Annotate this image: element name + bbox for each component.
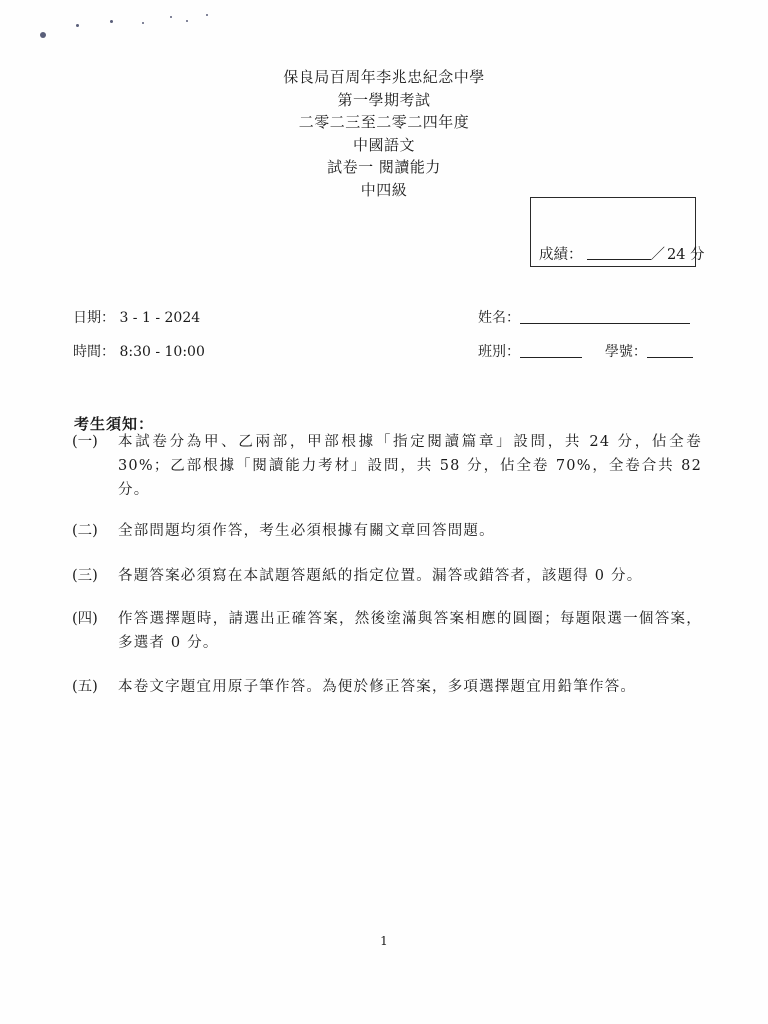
instruction-item bbox=[72, 564, 702, 588]
page-number: 1 bbox=[380, 934, 388, 948]
instruction-number: (四) bbox=[72, 611, 98, 627]
instruction-number: (三) bbox=[72, 568, 98, 584]
student-number-field[interactable] bbox=[647, 343, 693, 358]
instruction-text: 全部問題均須作答，考生必須根據有關文章回答問題。 bbox=[118, 523, 495, 539]
score-blank[interactable] bbox=[587, 245, 651, 260]
date-row bbox=[73, 307, 200, 327]
time-label: 時間： bbox=[73, 344, 115, 360]
instruction-text: 本試卷分為甲、乙兩部，甲部根據「指定閱讀篇章」設問，共 24 分，佔全卷 30%；乙部根據「閱讀能力考材」設問，共 58 分，佔全卷 70%，全卷合共 82 分。 bbox=[118, 434, 702, 498]
instruction-text: 作答選擇題時，請選出正確答案，然後塗滿與答案相應的圓圈；每題限選一個答案，多選者 0 分。 bbox=[118, 611, 702, 651]
name-label: 姓名： bbox=[478, 310, 520, 326]
name-field[interactable] bbox=[520, 309, 690, 324]
instruction-item bbox=[72, 519, 702, 543]
instruction-item bbox=[72, 675, 702, 699]
date-label: 日期： bbox=[73, 310, 115, 326]
score-box bbox=[530, 197, 705, 267]
instruction-number: (五) bbox=[72, 679, 98, 695]
instruction-number: (一) bbox=[72, 434, 98, 450]
name-row bbox=[478, 307, 690, 327]
class-label: 班別： bbox=[478, 344, 520, 360]
instruction-item bbox=[72, 430, 702, 502]
score-line bbox=[539, 243, 705, 264]
exam-name: 第一學期考試 bbox=[337, 90, 431, 109]
instruction-text: 本卷文字題宜用原子筆作答。為便於修正答案，多項選擇題宜用鉛筆作答。 bbox=[118, 679, 637, 695]
score-label: 成績： bbox=[539, 247, 583, 263]
form-level: 中四級 bbox=[360, 180, 408, 199]
student-number-label: 學號： bbox=[604, 344, 647, 360]
instruction-number: (二) bbox=[72, 523, 98, 539]
time-row bbox=[73, 341, 205, 361]
subject-name: 中國語文 bbox=[352, 135, 415, 154]
date-value: 3 - 1 - 2024 bbox=[119, 310, 201, 326]
class-number-row bbox=[478, 341, 693, 361]
exam-header bbox=[0, 66, 768, 201]
class-field[interactable] bbox=[520, 343, 582, 358]
instructions-title: 考生須知： bbox=[74, 415, 155, 433]
paper-name: 試卷一 閱讀能力 bbox=[327, 158, 441, 176]
school-name: 保良局百周年李兆忠紀念中學 bbox=[283, 68, 485, 86]
score-slash: ／ bbox=[650, 247, 665, 263]
score-total: 24 分 bbox=[667, 247, 705, 263]
instruction-item bbox=[72, 607, 702, 655]
instruction-text: 各題答案必須寫在本試題答題紙的指定位置。漏答或錯答者，該題得 0 分。 bbox=[118, 568, 643, 584]
scan-specks bbox=[36, 10, 236, 40]
academic-year: 二零二三至二零二四年度 bbox=[298, 113, 470, 131]
time-value: 8:30 - 10:00 bbox=[119, 344, 205, 360]
